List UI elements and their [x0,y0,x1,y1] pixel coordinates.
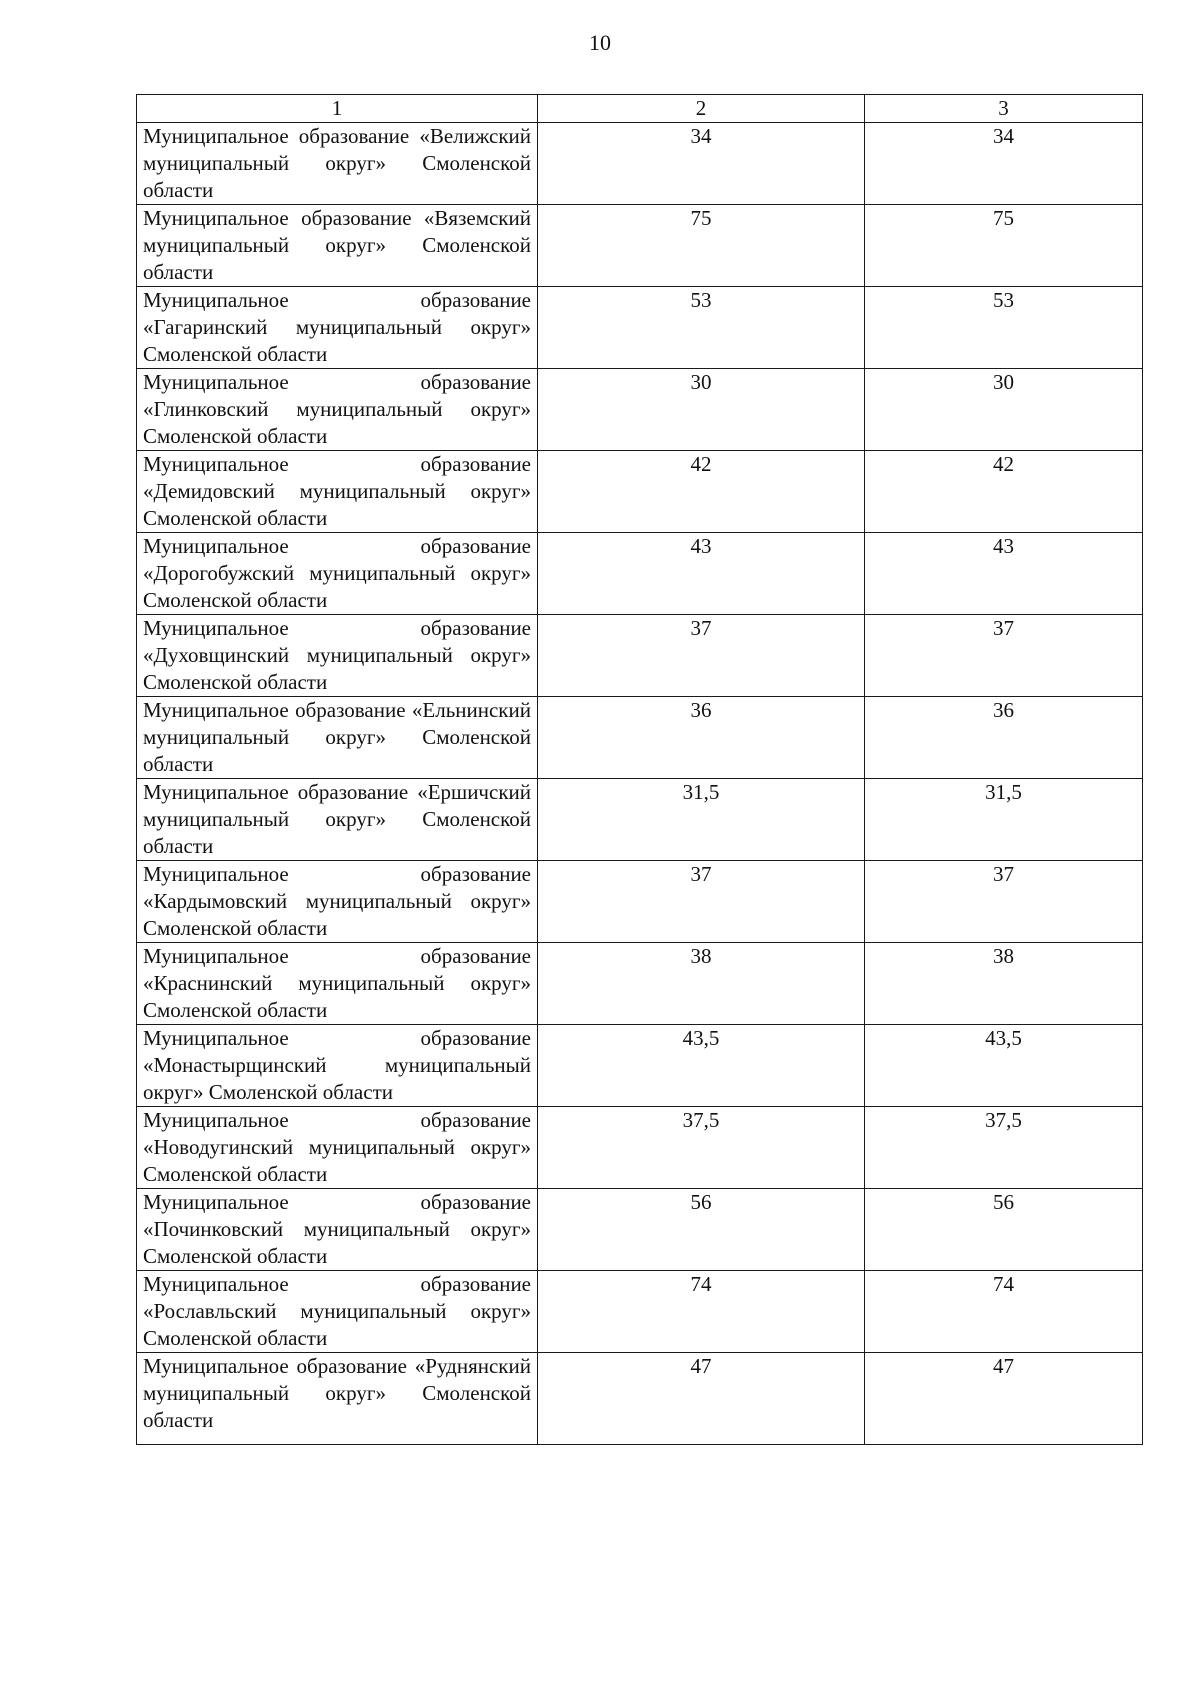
value-col3: 74 [865,1271,1143,1353]
table-row [137,287,1143,369]
municipality-name: Муниципальное образование «Духовщинский муниципальный округ» Смоленской области [137,615,538,697]
municipality-name: Муниципальное образование «Дорогобужский муниципальный округ» Смоленской области [137,533,538,615]
table-row [137,451,1143,533]
value-col2: 38 [538,943,865,1025]
municipality-name: Муниципальное образование «Ельнинский муниципальный округ» Смоленской области [137,697,538,779]
value-col2: 47 [538,1353,865,1445]
value-col2: 37 [538,861,865,943]
column-header-3: 3 [865,95,1143,123]
municipality-name: Муниципальное образование «Глинковский муниципальный округ» Смоленской области [137,369,538,451]
municipality-name: Муниципальное образование «Монастырщинский муниципальный округ» Смоленской области [137,1025,538,1107]
table-row [137,1025,1143,1107]
municipality-name: Муниципальное образование «Руднянский муниципальный округ» Смоленской области [137,1353,538,1445]
value-col3: 75 [865,205,1143,287]
table-row [137,697,1143,779]
table-row [137,1353,1143,1445]
value-col3: 43 [865,533,1143,615]
value-col2: 37,5 [538,1107,865,1189]
value-col3: 47 [865,1353,1143,1445]
value-col2: 43,5 [538,1025,865,1107]
value-col3: 43,5 [865,1025,1143,1107]
table-header-row [137,95,1143,123]
value-col3: 34 [865,123,1143,205]
table-row [137,779,1143,861]
municipality-name: Муниципальное образование «Велижский муниципальный округ» Смоленской области [137,123,538,205]
column-header-2: 2 [538,95,865,123]
table-row [137,943,1143,1025]
value-col2: 42 [538,451,865,533]
table-row [137,205,1143,287]
table-row [137,1271,1143,1353]
value-col3: 37 [865,615,1143,697]
value-col2: 37 [538,615,865,697]
municipality-name: Муниципальное образование «Новодугинский муниципальный округ» Смоленской области [137,1107,538,1189]
value-col3: 37 [865,861,1143,943]
municipality-name: Муниципальное образование «Демидовский муниципальный округ» Смоленской области [137,451,538,533]
value-col3: 56 [865,1189,1143,1271]
value-col2: 53 [538,287,865,369]
value-col3: 37,5 [865,1107,1143,1189]
value-col3: 30 [865,369,1143,451]
value-col2: 43 [538,533,865,615]
value-col3: 31,5 [865,779,1143,861]
table-row [137,369,1143,451]
municipal-table [136,94,1143,1445]
value-col2: 34 [538,123,865,205]
municipality-name: Муниципальное образование «Ершичский муниципальный округ» Смоленской области [137,779,538,861]
page-number: 10 [589,30,611,55]
value-col3: 36 [865,697,1143,779]
municipality-name: Муниципальное образование «Рославльский муниципальный округ» Смоленской области [137,1271,538,1353]
value-col2: 36 [538,697,865,779]
value-col2: 75 [538,205,865,287]
municipality-name: Муниципальное образование «Починковский муниципальный округ» Смоленской области [137,1189,538,1271]
table-row [137,861,1143,943]
value-col3: 38 [865,943,1143,1025]
value-col2: 30 [538,369,865,451]
table-row [137,123,1143,205]
value-col2: 74 [538,1271,865,1353]
table-row [137,1189,1143,1271]
value-col2: 31,5 [538,779,865,861]
municipality-name: Муниципальное образование «Кардымовский муниципальный округ» Смоленской области [137,861,538,943]
value-col3: 42 [865,451,1143,533]
table-row [137,1107,1143,1189]
table-row [137,615,1143,697]
table-row [137,533,1143,615]
municipality-name: Муниципальное образование «Краснинский муниципальный округ» Смоленской области [137,943,538,1025]
column-header-1: 1 [137,95,538,123]
municipality-name: Муниципальное образование «Вяземский муниципальный округ» Смоленской области [137,205,538,287]
value-col3: 53 [865,287,1143,369]
value-col2: 56 [538,1189,865,1271]
municipality-name: Муниципальное образование «Гагаринский муниципальный округ» Смоленской области [137,287,538,369]
